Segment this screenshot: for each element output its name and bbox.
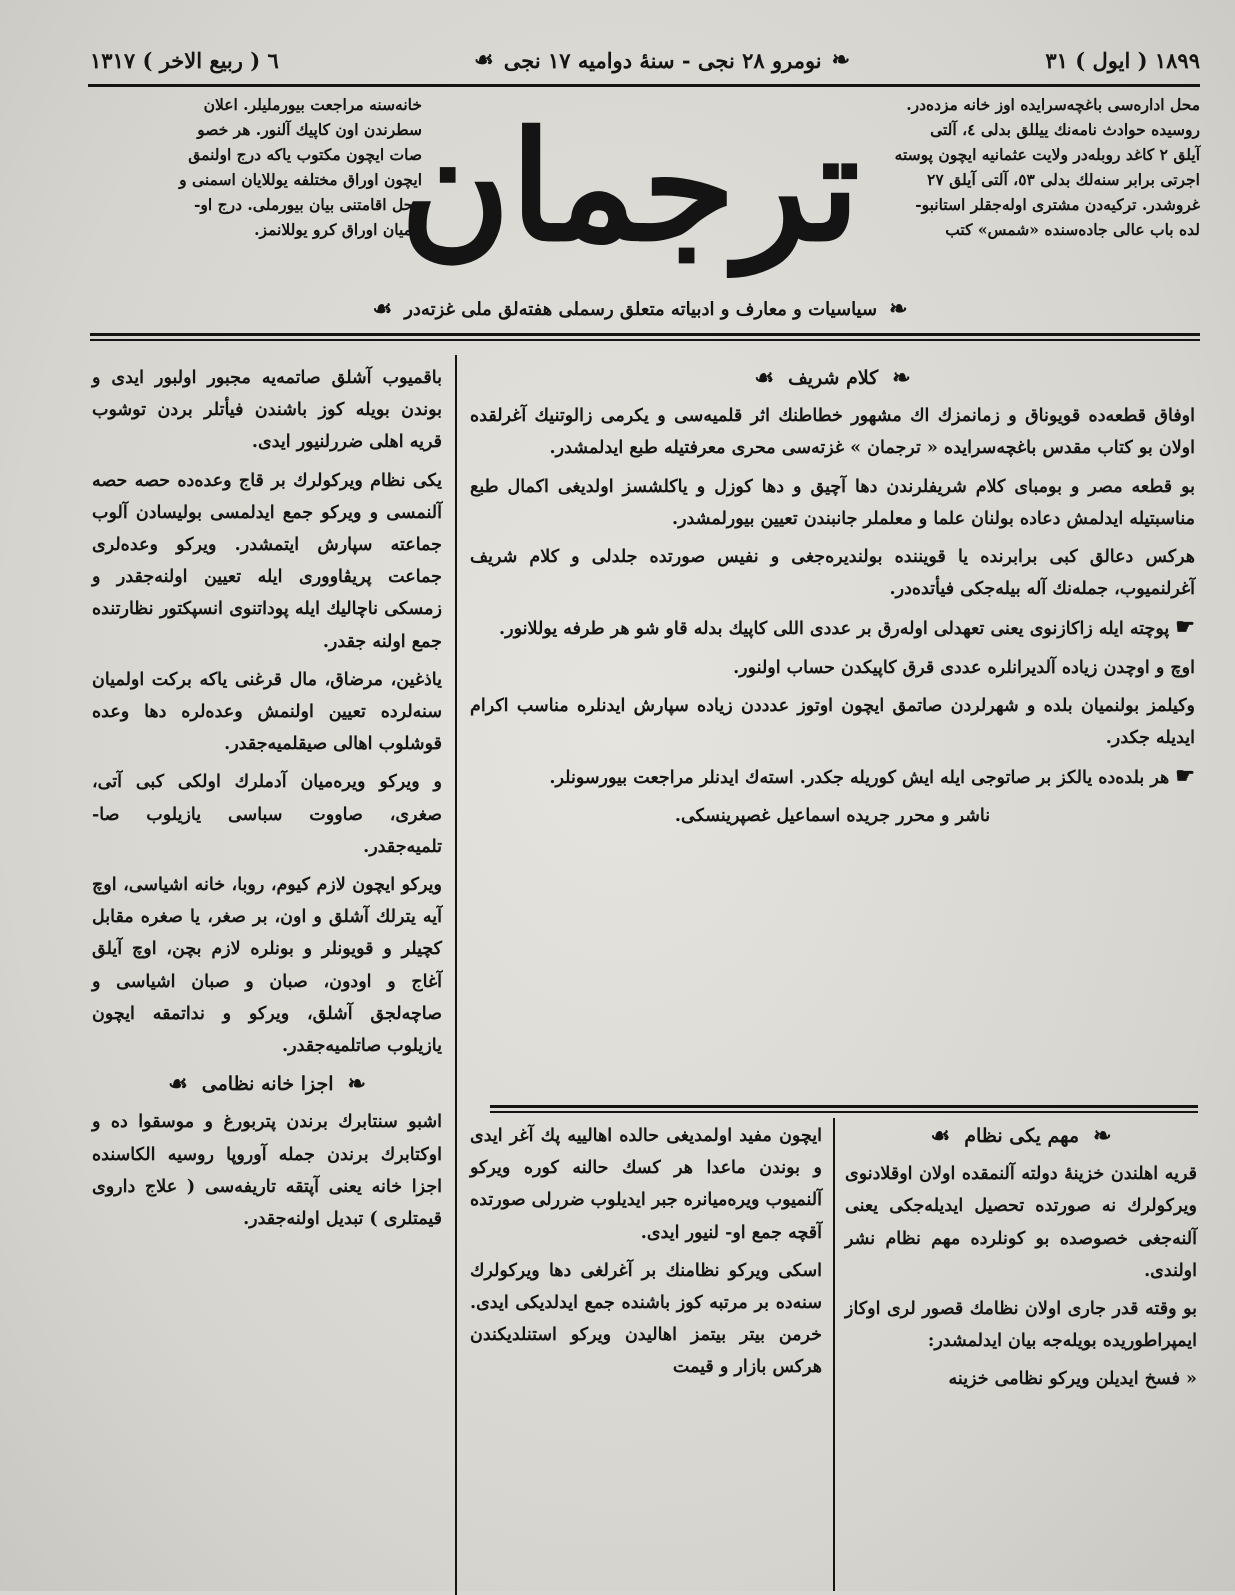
bottom-column-divider — [833, 1118, 835, 1591]
column-paragraph: اسكی ویركو نظامنك بر آغرلغی دها ویركولرك سنەده بر مرتبه كوز باشنده جمع ایدلدیكی ایدی. خرمن بیتر بیتمز اهالیدن ویركو استنلدیكندن هركس بازار و قیمت — [470, 1260, 822, 1378]
article-signature: ناشر و محرر جریده اسماعیل غصپرینسكی. — [674, 806, 991, 827]
advertising-line: خانەسنه مراجعت بیورملیلر. اعلان — [203, 95, 422, 114]
tax-regulation-heading — [845, 1120, 1197, 1152]
column-paragraph: قریه اهلندن خزینهٔ دولته آلنمقده اولان اوقلادنوی ویركولرك نه صورتده تحصیل ایدیلەجكی یعنی آلنەجغی خصوصده بو كونلرده مهم نظام نشر اولندی. — [845, 1164, 1197, 1281]
main-article — [470, 362, 1195, 839]
masthead-advertising-box — [92, 92, 422, 242]
advertising-line: سطرندن اون كاپیك آلنور. هر خصو — [197, 120, 422, 139]
article-paragraph-pointer — [470, 611, 1195, 645]
advertising-line: ایچون اوراق مختلفه یوللایان اسمنی و — [179, 170, 422, 189]
fleuron-icon: ❧ — [892, 365, 911, 392]
tax-regulation-article — [845, 1120, 1197, 1402]
column-paragraph: اشبو سنتابرك برندن پتربورغ و موسقوا ده و اوكتابرك برندن جمله آوروپا روسیه الكاسنده اجزا خانه یعنی آپتقه تاریفەسی ( علاج داروی قیمتلری ) تبدیل اولنەجقدر. — [92, 1112, 442, 1230]
column-paragraph: یاذغین، مرضاق، مال قرغنی یاكه بركت اولمیان سنەلرده تعیین اولنمش وعدەلره دها وعده قوشلوب اهالی صیقلمیەجقدر. — [92, 669, 442, 755]
tax-regulation-heading-text: مهم یكی نظام — [964, 1125, 1080, 1147]
dateline-gregorian: ١٨٩٩ ( ايول ) ٣١ — [1045, 47, 1200, 73]
column-paragraph: ایچون مفید اولمدیغی حالده اهالییه پك آغر ایدی و بوندن ماعدا هر كسك حالنه كوره ویركو آلنمیوب ویرەمیانره جبر ایدیلوب ضررلی صورتده آقچه جمع او- لنیور ایدی. — [470, 1126, 822, 1243]
column-paragraph: بو وقته قدر جاری اولان نظامك قصور لری اوكاز ایمپراطوریده بویلەجه بیان ایدلمشدر: — [845, 1299, 1197, 1352]
fleuron-icon: ☙ — [168, 1071, 188, 1098]
fleuron-icon: ❧ — [347, 1071, 366, 1098]
left-column-article — [92, 362, 442, 1241]
article-paragraph: وكیلمز بولنمیان بلده و شهرلردن صاتمق ایچون اوتوز عدددن زیاده سپارش ایدنلره مناسب اكرام ایدیله جكدر. — [470, 695, 1195, 749]
subscription-line: لده باب عالی جادەسنده «شمس» كتب — [945, 220, 1200, 239]
fleuron-icon: ❧ — [831, 47, 851, 73]
main-article-heading-text: كلام شریف — [788, 367, 879, 389]
subscription-line: آیلق ٢ كاغد روبلەدر ولایت عثمانیه ایچون پوسته — [894, 145, 1200, 164]
pharmacy-heading — [92, 1068, 442, 1100]
masthead-subscription-box — [850, 92, 1200, 242]
subscription-line: محل ادارەسی باغچەسرایده اوز خانه مزدەدر. — [906, 95, 1200, 114]
fleuron-icon: ☙ — [372, 296, 393, 322]
dateline-hijri: ٦ ( ربیع الاخر ) ١٣١٧ — [90, 47, 279, 73]
pointing-hand-icon: ☛ — [1175, 763, 1195, 790]
pharmacy-heading-text: اجزا خانه نظامی — [201, 1073, 334, 1096]
advertising-line: لنمیان اوراق كرو یوللانمز. — [254, 220, 422, 239]
column-paragraph: « فسخ ایدیلن ویركو نظامی خزینه — [948, 1369, 1197, 1390]
column-paragraph: ویركو ایچون لازم كیوم، روبا، خانه اشیاسی، اوچ آیه یترلك آشلق و اون، بر صغر، یا صغره مقابل كچیلر و قویونلر و بونلره لازم بچن، اوچ آیلق آغاج و اودون، صبان و صبان اشیاسی و صاچەلجق آشلق، ویركو و نداتمقه ایچون یازیلوب صاتلمیەجقدر. — [92, 875, 442, 1057]
main-article-heading — [470, 362, 1195, 394]
masthead-rule-bottom — [90, 339, 1200, 341]
tax-regulation-continued — [470, 1120, 822, 1390]
masthead-motto — [340, 294, 940, 324]
column-paragraph: و ویركو ویرەمیان آدملرك اولكی كبی آتی، صغری، صاووت سباسی یازیلوب صا- تلمیەجقدر. — [92, 772, 442, 857]
article-paragraph: اوفاق قطعەده قویوناق و زمانمزك اك مشهور خطاطنك اثر قلمیەسی و یكرمی زالوتنیك آغرلقده اولان بو كتاب مقدس باغچەسرایده « ترجمان » غزتەسی محری معرفتیله طبع ایدلمشدر. — [470, 406, 1195, 459]
subscription-line: غروشدر. تركیەدن مشتری اولەجقلر استانبو- — [915, 195, 1200, 214]
fleuron-icon: ❧ — [889, 296, 908, 322]
motto-text: سیاسیات و معارف و ادبیاته متعلق رسملی هفتەلق ملی غزتەدر — [404, 298, 878, 320]
article-paragraph: بو قطعه مصر و بومبای كلام شریفلرندن دها آچیق و دها كوزل و یاكلشسز اولدیغی اكمال طبع مناسبتیله ایدلمش دعاده بولنان علما و معلملر جانبندن تعیین بیورلمشدر. — [470, 476, 1195, 529]
fleuron-icon: ☙ — [474, 47, 494, 73]
article-paragraph: هركس دعالق كبی برابرنده یا قویننده بولندیرەجغی و نفیس صورتده جلدلی و كلام شریف آغرلنمیوب، جملەنك آله بیلەجكی فیأتده‌در. — [470, 547, 1195, 600]
fleuron-icon: ☙ — [754, 365, 775, 392]
column-paragraph: باقمیوب آشلق صاتمەیه مجبور اولبور ایدی و بوندن بویله كوز باشندن فیأتلر بردن توشوب قریه اهلی ضررلنیور ایدی. — [92, 368, 442, 453]
article-paragraph-pointer — [470, 760, 1195, 794]
article-paragraph-text: پوچته ایله زاكازنوی یعنی تعهدلی اولەرق بر عددی اللی كاپیك بدله قاو شو هر طرفه یوللانور. — [499, 619, 1170, 640]
fleuron-icon: ☙ — [930, 1123, 951, 1150]
advertising-line: محل اقامتنی بیان بیورملی. درج او- — [194, 195, 422, 214]
advertising-line: صات ایچون مكتوب یاكه درج اولنمق — [188, 145, 422, 164]
column-paragraph: یكی نظام ویركولرك بر قاج وعدەده حصه حصه آلنمسی و ویركو جمع ایدلمسی بولیسادن آلوب جماعته سپارش ایتمشدر. ویركو وعدەلری جماعت پریڤاووری ایله تعیین اولنەجقدر و زمسكی ناچالیك ایله پوداتنوی انسپكتور نظارتنده جمع اولنه جقدر. — [92, 470, 442, 652]
column-divider — [455, 355, 457, 1595]
masthead-rule-top — [90, 333, 1200, 336]
section-rule-top — [490, 1105, 1198, 1108]
article-paragraph-text: هر بلدەده یالكز بر صاتوجی ایله ایش كوریله جكدر. استەك ایدنلر مراجعت بیورسونلر. — [549, 768, 1170, 789]
dateline-rule — [88, 84, 1200, 87]
article-paragraph: اوچ و اوچدن زیاده آلدیرانلره عددی قرق كاپیكدن حساب اولنور. — [733, 657, 1195, 678]
pointing-hand-icon: ☛ — [1175, 614, 1195, 641]
fleuron-icon: ❧ — [1093, 1123, 1112, 1150]
section-rule-bottom — [490, 1111, 1198, 1113]
masthead-title: ترجمان — [400, 99, 860, 275]
dateline-issue-text: نومرو ٢٨ نجى - سنهٔ دوامیه ١٧ نجى — [503, 47, 822, 73]
subscription-line: اجرتی برابر سنەلك بدلی ٥٣، آلتی آیلق ٢٧ — [927, 170, 1200, 189]
subscription-line: روسیده حوادث نامەنك ییللق بدلی ٤، آلتی — [930, 120, 1200, 139]
dateline-issue — [474, 48, 850, 73]
dateline — [90, 40, 1200, 80]
